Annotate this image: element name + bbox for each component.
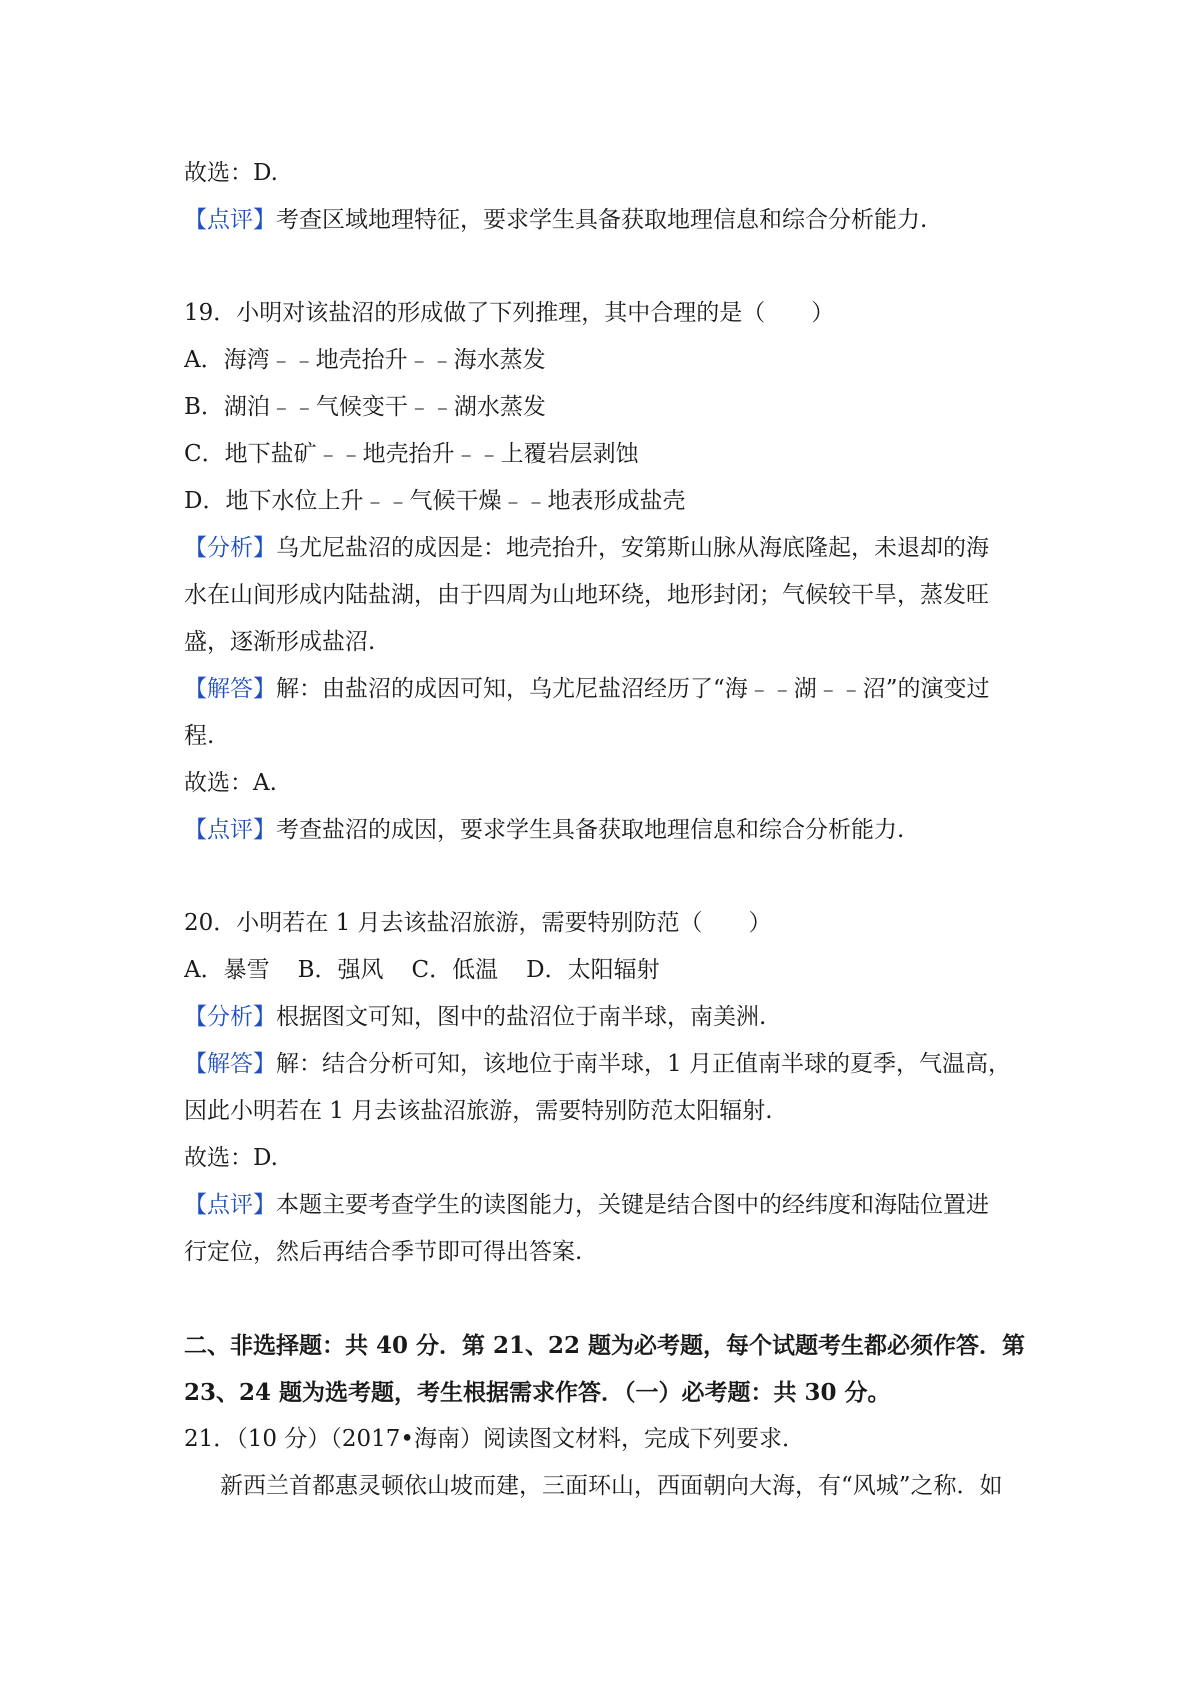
q20-analysis: [184, 994, 1030, 1041]
review-tag: 【点评】: [184, 1192, 276, 1218]
q20-option-c: C．低温: [411, 957, 499, 983]
q20-solution-line-1: [184, 1041, 1030, 1088]
review-text: 考查盐沼的成因，要求学生具备获取地理信息和综合分析能力.: [276, 817, 905, 843]
q19-stem: 19．小明对该盐沼的形成做了下列推理，其中合理的是（ ）: [184, 300, 835, 326]
q19-option-d: D．地下水位上升﹣﹣气候干燥﹣﹣地表形成盐壳: [184, 488, 686, 514]
analysis-text: 根据图文可知，图中的盐沼位于南半球，南美洲.: [276, 1004, 767, 1030]
review-tag: 【点评】: [184, 207, 276, 233]
solution-text: 解：由盐沼的成因可知，乌尤尼盐沼经历了“海﹣﹣湖﹣﹣沼”的演变过: [276, 676, 990, 702]
review-text: 本题主要考查学生的读图能力，关键是结合图中的经纬度和海陆位置进: [276, 1192, 989, 1218]
analysis-tag: 【分析】: [184, 1004, 276, 1030]
q19-analysis-line-3: 盛，逐渐形成盐沼.: [184, 629, 376, 655]
q19-solution-line-1: [184, 666, 1030, 713]
q18-review: [184, 197, 1030, 244]
analysis-tag: 【分析】: [184, 535, 276, 561]
exam-page: [184, 150, 1030, 1510]
q20-options: [184, 947, 1030, 994]
q19-option-a: A．海湾﹣﹣地壳抬升﹣﹣海水蒸发: [184, 347, 546, 373]
section2-heading-line-2: 23、24 题为选考题，考生根据需求作答．（一）必考题：共 30 分。: [184, 1379, 891, 1406]
q20-option-a: A．暴雪: [184, 957, 270, 983]
solution-tag: 【解答】: [184, 676, 276, 702]
q20-option-d: D．太阳辐射: [526, 957, 660, 983]
q19-analysis-line-2: 水在山间形成内陆盐湖，由于四周为山地环绕，地形封闭；气候较干旱，蒸发旺: [184, 582, 989, 608]
q19-analysis-line-1: [184, 525, 1030, 572]
q20-review-line-1: [184, 1182, 1030, 1229]
q19-review: [184, 807, 1030, 854]
q19-answer: 故选：A.: [184, 770, 277, 796]
section2-heading-line-1: 二、非选择题：共 40 分．第 21、22 题为必考题，每个试题考生都必须作答．第: [184, 1332, 1026, 1359]
q20-stem: 20．小明若在 1 月去该盐沼旅游，需要特别防范（ ）: [184, 910, 772, 936]
q20-review-line-2: 行定位，然后再结合季节即可得出答案.: [184, 1239, 583, 1265]
solution-tag: 【解答】: [184, 1051, 276, 1077]
q19-solution-line-2: 程.: [184, 723, 215, 749]
review-tag: 【点评】: [184, 817, 276, 843]
q18-answer: 故选：D.: [184, 160, 278, 186]
q21-stem: 21．（10 分）（2017•海南）阅读图文材料，完成下列要求．: [184, 1426, 805, 1452]
q20-solution-line-2: 因此小明若在 1 月去该盐沼旅游，需要特别防范太阳辐射.: [184, 1098, 773, 1124]
analysis-text: 乌尤尼盐沼的成因是：地壳抬升，安第斯山脉从海底隆起，未退却的海: [276, 535, 989, 561]
q19-option-c: C．地下盐矿﹣﹣地壳抬升﹣﹣上覆岩层剥蚀: [184, 441, 639, 467]
review-text: 考查区域地理特征，要求学生具备获取地理信息和综合分析能力.: [276, 207, 928, 233]
solution-text: 解：结合分析可知，该地位于南半球，1 月正值南半球的夏季，气温高，: [276, 1051, 1011, 1077]
q20-option-b: B．强风: [297, 957, 384, 983]
q19-option-b: B．湖泊﹣﹣气候变干﹣﹣湖水蒸发: [184, 394, 546, 420]
q20-answer: 故选：D.: [184, 1145, 278, 1171]
q21-material: 新西兰首都惠灵顿依山坡而建，三面环山，西面朝向大海，有“风城”之称．如: [220, 1473, 1003, 1499]
